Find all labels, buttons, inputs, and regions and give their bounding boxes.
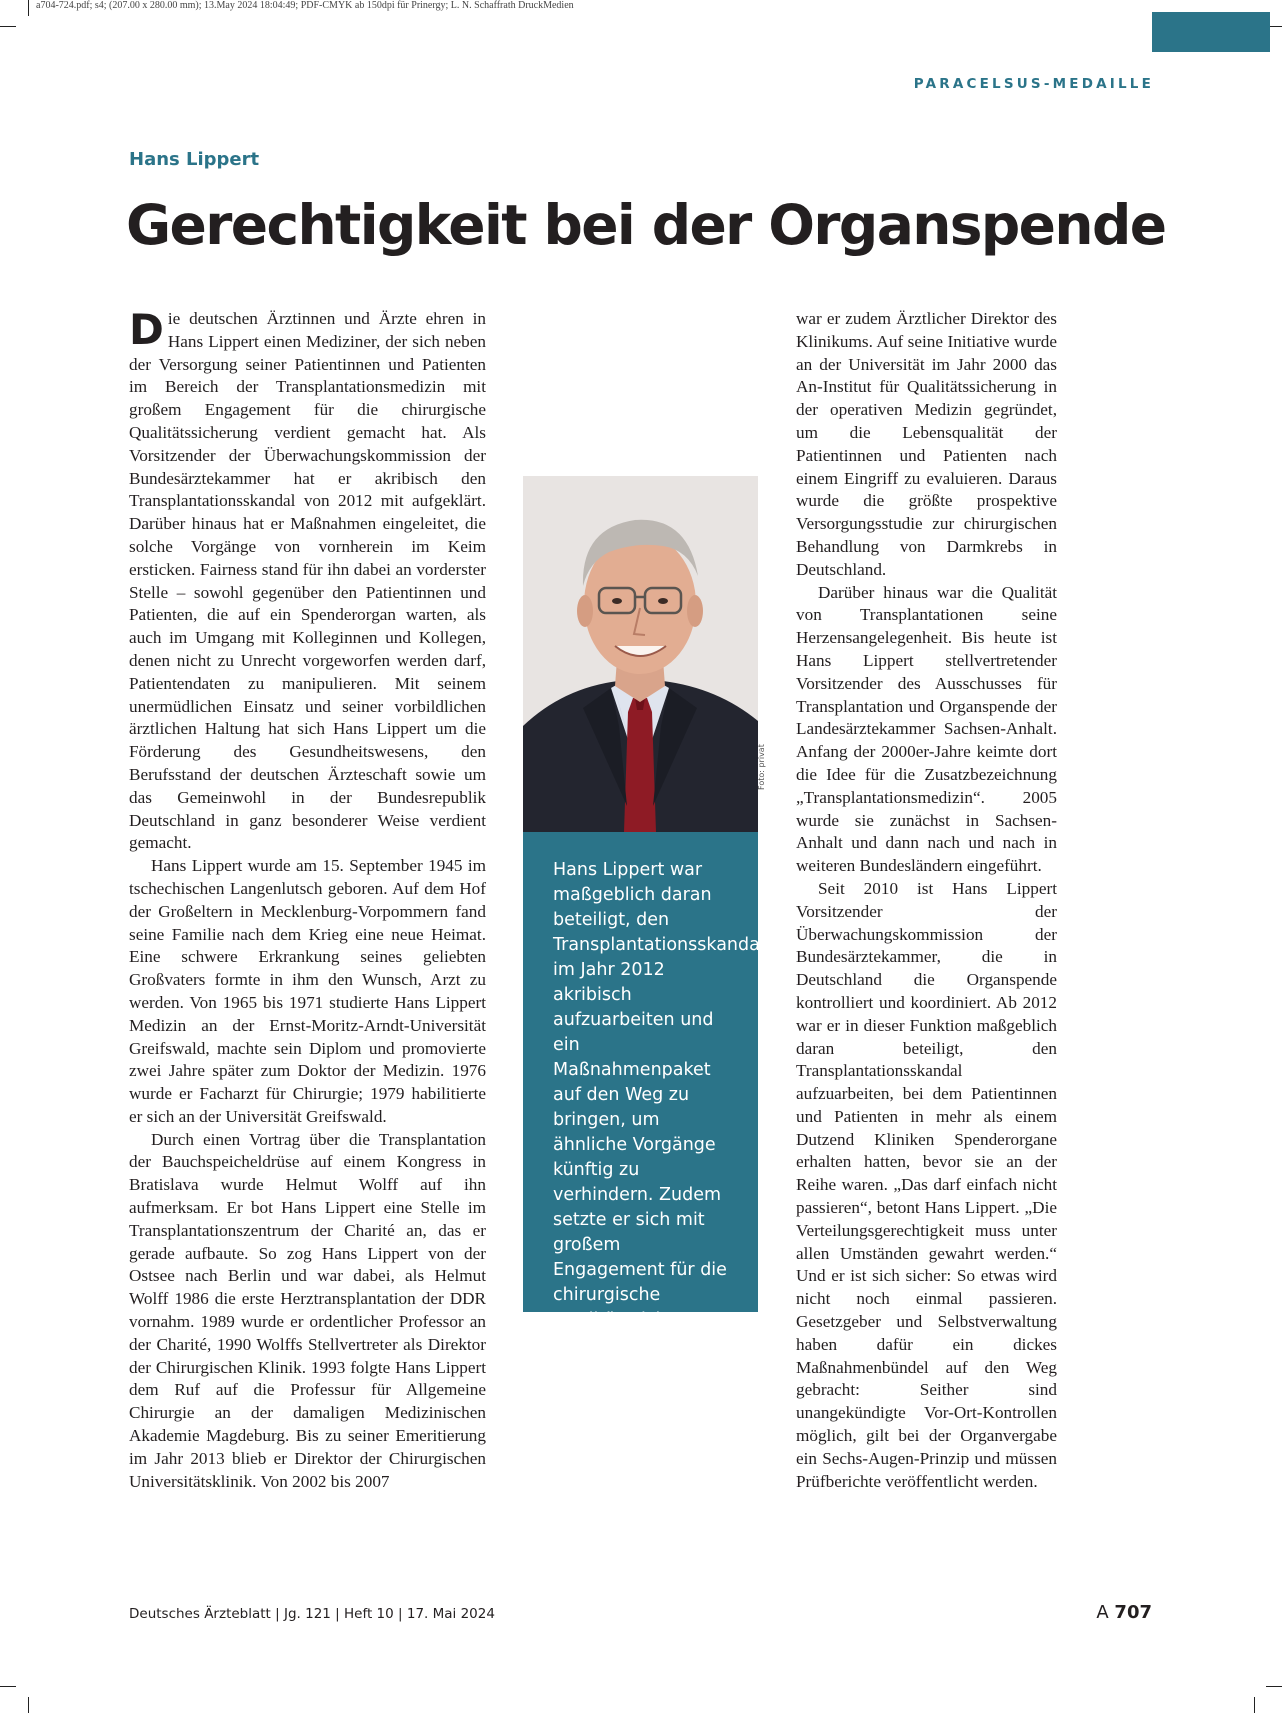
body-paragraph: war er zudem Ärztlicher Direktor des Klinikums. Auf seine Initiative wurde an der Universität im Jahr 2000 das An-Institut für Qualitätssicherung in der operativen Medizin gegründet, um die Lebensqualität der Patientinnen und Patienten nach einem Eingriff zu evaluieren. Daraus wurde die größte prospektive Versorgungsstudie zur chirurgischen Behandlung von Darmkrebs in Deutschland. (796, 309, 1057, 579)
drop-cap: D (129, 305, 164, 354)
body-paragraph: Durch einen Vortrag über die Transplantation der Bauchspeicheldrüse auf einem Kongress in Bratislava wurde Helmut Wolff auf ihn aufmerksam. Er bot Hans Lippert eine Stelle im Transplantationszentrum der Charité an, das er gerade aufbaute. So zog Hans Lippert von der Ostsee nach Berlin und war dabei, als Helmut Wolff 1986 die erste Herztransplantation der DDR vornahm. 1989 wurde er ordentlicher Professor an der Charité, 1990 Wolffs Stellvertreter als Direktor der Chirurgischen Klinik. 1993 folgte Hans Lippert dem Ruf auf die Professur für Allgemeine Chirurgie an der damaligen Medizinischen Akademie Magdeburg. Bis zu seiner Emeritierung im Jahr 2013 blieb er Direktor der Chirurgischen Universitätsklinik. Von 2002 bis 2007 (129, 1129, 486, 1491)
page-prefix: A (1096, 1602, 1109, 1623)
section-color-tab (1152, 12, 1270, 52)
crop-mark (0, 26, 16, 27)
portrait-photo (523, 476, 758, 832)
photo-credit: Foto: privat (757, 744, 766, 790)
crop-mark (28, 1697, 29, 1713)
page-number-value: 707 (1114, 1602, 1152, 1623)
article-headline: Gerechtigkeit bei der Organspende (126, 193, 1166, 257)
portrait-illustration (523, 476, 758, 832)
section-label: PARACELSUS-MEDAILLE (913, 76, 1154, 92)
crop-mark (1254, 1697, 1255, 1713)
crop-mark (0, 1686, 16, 1687)
page-number (1096, 1602, 1152, 1623)
author-name: Hans Lippert (129, 149, 260, 170)
crop-mark (1266, 1686, 1282, 1687)
journal-citation: Deutsches Ärzteblatt | Jg. 121 | Heft 10 | 17. Mai 2024 (129, 1606, 495, 1622)
pull-quote (523, 832, 765, 1355)
body-paragraph: Darüber hinaus war die Qualität von Transplantationen seine Herzensangelegenheit. Bis heute ist Hans Lippert stellvertretender Vorsitzender des Ausschusses für Transplantation und Organspende der Landesärztekammer Sachsen-Anhalt. Anfang der 2000er-Jahre keimte dort die Idee für die Zusatzbezeichnung „Transplantationsmedizin“. 2005 wurde sie zunächst in Sachsen-Anhalt und dann nach und nach in weiteren Bundesländern eingeführt. (796, 582, 1057, 876)
crop-mark (28, 0, 29, 16)
body-paragraph: Die deutschen Ärztinnen und Ärzte ehren in Hans Lippert einen Mediziner, der sich neben der Versorgung seiner Patientinnen und Patienten im Bereich der Transplantationsmedizin mit großem Engagement für die chirurgische Qualitätssicherung verdient gemacht hat. Als Vorsitzender der Überwachungskommission der Bundesärztekammer hat er akribisch den Transplantationsskandal von 2012 mit aufgeklärt. Darüber hinaus hat er Maßnahmen eingeleitet, die solche Vorgänge von vornherein im Keim ersticken. Fairness stand für ihn dabei an vorderster Stelle – sowohl gegenüber den Patientinnen und Patienten, die auf ein Spenderorgan warten, als auch im Umgang mit Kolleginnen und Kollegen, denen nicht zu Unrecht vorgeworfen werden darf, Patientendaten zu manipulieren. Mit seinem unermüdlichen Einsatz und seiner vorbildlichen ärztlichen Haltung hat sich Hans Lippert um die Förderung des Gesundheitswesens, den Berufsstand der deutschen Ärzteschaft sowie um das Gemeinwohl in der Bundesrepublik Deutschland in ganz besonderer Weise verdient gemacht. (129, 305, 486, 853)
print-info: a704-724.pdf; s4; (207.00 x 280.00 mm); 13.May 2024 18:04:49; PDF-CMYK ab 150dpi für Prinergy; L. N. Schaffrath DruckMedien (36, 0, 574, 11)
pull-quote-text: Hans Lippert war maßgeblich daran beteiligt, den Transplantationsskandal im Jahr 2012 akribisch aufzuarbeiten und ein Maßnahmenpaket auf den Weg zu bringen, um ähnliche Vorgänge künftig zu verhindern. Zudem setzte er sich mit großem Engagement für die chirurgische Qualitätssicherung ein. (553, 860, 765, 1355)
body-column-left (129, 305, 486, 1493)
body-column-right (796, 308, 1057, 1493)
body-paragraph: Hans Lippert wurde am 15. September 1945 im tschechischen Langenlutsch geboren. Auf dem Hof der Großeltern in Mecklenburg-Vorpommern fand seine Familie nach dem Krieg eine neue Heimat. Eine schwere Erkrankung seines geliebten Großvaters formte in ihm den Wunsch, Arzt zu werden. Von 1965 bis 1971 studierte Hans Lippert Medizin an der Ernst-Moritz-Arndt-Universität Greifswald, machte sein Diplom und promovierte zwei Jahre später zum Doktor der Medizin. 1976 wurde er Facharzt für Chirurgie; 1979 habilitierte er sich an der Universität Greifswald. (129, 856, 486, 1126)
body-paragraph: Seit 2010 ist Hans Lippert Vorsitzender der Überwachungskommission der Bundesärztekammer, die in Deutschland die Organspende kontrolliert und koordiniert. Ab 2012 war er in dieser Funktion maßgeblich daran beteiligt, den Transplantationsskandal aufzuarbeiten, bei dem Patientinnen und Patienten in mehr als einem Dutzend Kliniken Spenderorgane erhalten hatten, bevor sie an der Reihe waren. „Das darf einfach nicht passieren“, betont Hans Lippert. „Die Verteilungsgerechtigkeit muss unter allen Umständen gewahrt werden.“ Und er ist sich sicher: So etwas wird nicht noch einmal passieren. Gesetzgeber und Selbstverwaltung haben dafür ein dickes Maßnahmenbündel auf den Weg gebracht: Seither sind unangekündigte Vor-Ort-Kontrollen möglich, gilt bei der Organvergabe ein Sechs-Augen-Prinzip und müssen Prüfberichte veröffentlicht werden. (796, 878, 1057, 1491)
